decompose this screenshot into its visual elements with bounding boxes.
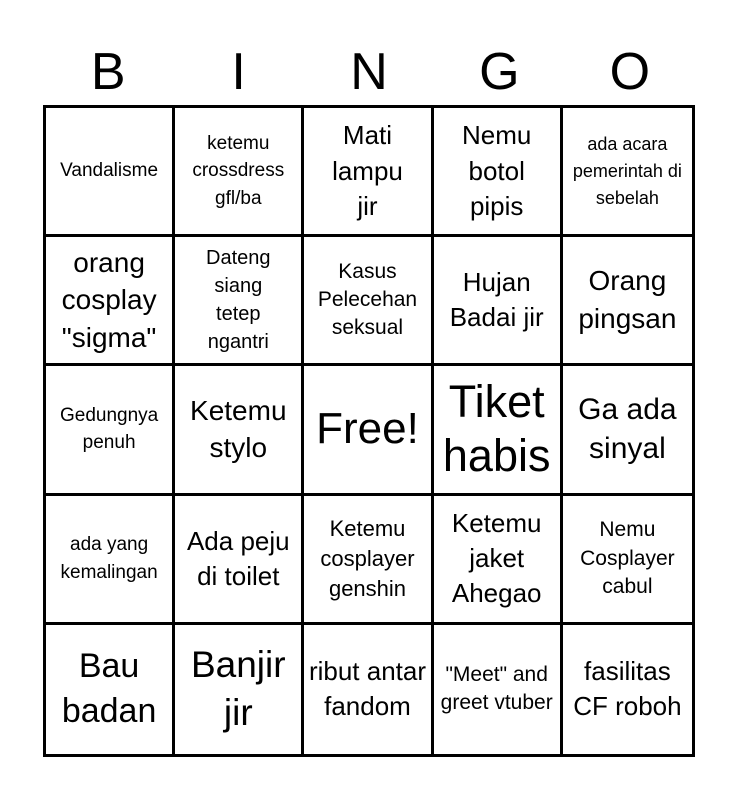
bingo-board: [43, 105, 695, 757]
cell-text: Ketemu stylo: [190, 394, 287, 464]
header-letter-n: N: [350, 43, 388, 101]
cell-text: orang cosplay "sigma": [61, 246, 157, 354]
cell-text: ribut antar fandom: [308, 656, 427, 722]
header-letter-b: B: [90, 43, 126, 101]
bingo-cell-r1-c1[interactable]: [46, 108, 175, 237]
bingo-cell-r3-c5[interactable]: [563, 366, 692, 495]
bingo-cell-r5-c3[interactable]: [304, 625, 433, 754]
cell-text: fasilitas CF roboh: [573, 656, 682, 722]
cell-text: Tiket habis: [442, 376, 551, 482]
bingo-cell-r5-c1[interactable]: [46, 625, 175, 754]
header-letter-i: I: [231, 43, 246, 101]
bingo-cell-r2-c5[interactable]: [563, 237, 692, 366]
cell-text: ada yang kemalingan: [60, 534, 158, 583]
cell-text: Banjir jir: [190, 644, 286, 734]
cell-text: Vandalisme: [60, 160, 159, 182]
header-letter-g: G: [479, 43, 520, 101]
bingo-cell-r5-c2[interactable]: [175, 625, 304, 754]
cell-text: Kasus Pelecehan seksual: [317, 259, 418, 340]
bingo-cell-r4-c4[interactable]: [434, 496, 563, 625]
cell-text: Ada peju di toilet: [186, 525, 290, 591]
bingo-cell-r1-c3[interactable]: [304, 108, 433, 237]
bingo-cell-r1-c5[interactable]: [563, 108, 692, 237]
bingo-cell-r3-c2[interactable]: [175, 366, 304, 495]
cell-text: Mati lampu jir: [332, 120, 403, 221]
bingo-cell-r3-c3[interactable]: [304, 366, 433, 495]
bingo-cell-r4-c2[interactable]: [175, 496, 304, 625]
cell-text: Ketemu cosplayer genshin: [320, 516, 415, 601]
bingo-cell-r2-c1[interactable]: [46, 237, 175, 366]
bingo-cell-r5-c4[interactable]: [434, 625, 563, 754]
cell-text: "Meet" and greet vtuber: [440, 663, 553, 715]
cell-text: ketemu crossdress gfl/ba: [192, 132, 285, 209]
bingo-cell-r1-c4[interactable]: [434, 108, 563, 237]
cell-text: Bau badan: [61, 646, 157, 731]
cell-text: Nemu botol pipis: [462, 120, 532, 221]
bingo-cell-r1-c2[interactable]: [175, 108, 304, 237]
bingo-cell-r4-c3[interactable]: [304, 496, 433, 625]
bingo-cell-r3-c1[interactable]: [46, 366, 175, 495]
cell-text: ada acara pemerintah di sebelah: [572, 133, 682, 208]
cell-text: Free!: [316, 404, 419, 454]
cell-text: Gedungnya penuh: [59, 404, 159, 454]
bingo-cell-r2-c4[interactable]: [434, 237, 563, 366]
cell-text: Ga ada sinyal: [578, 393, 677, 466]
bingo-cell-r5-c5[interactable]: [563, 625, 692, 754]
bingo-cell-r2-c2[interactable]: [175, 237, 304, 366]
bingo-cell-r4-c1[interactable]: [46, 496, 175, 625]
bingo-cell-r3-c4[interactable]: [434, 366, 563, 495]
bingo-cell-r4-c5[interactable]: [563, 496, 692, 625]
cell-text: Ketemu jaket Ahegao: [451, 508, 542, 609]
cell-text: Nemu Cosplayer cabul: [580, 518, 675, 598]
bingo-cell-r2-c3[interactable]: [304, 237, 433, 366]
header-letter-o: O: [609, 43, 651, 101]
cell-text: Orang pingsan: [578, 265, 677, 335]
cell-text: Dateng siang tetep ngantri: [206, 247, 271, 354]
cell-text: Hujan Badai jir: [449, 267, 544, 333]
bingo-header: [43, 38, 695, 106]
